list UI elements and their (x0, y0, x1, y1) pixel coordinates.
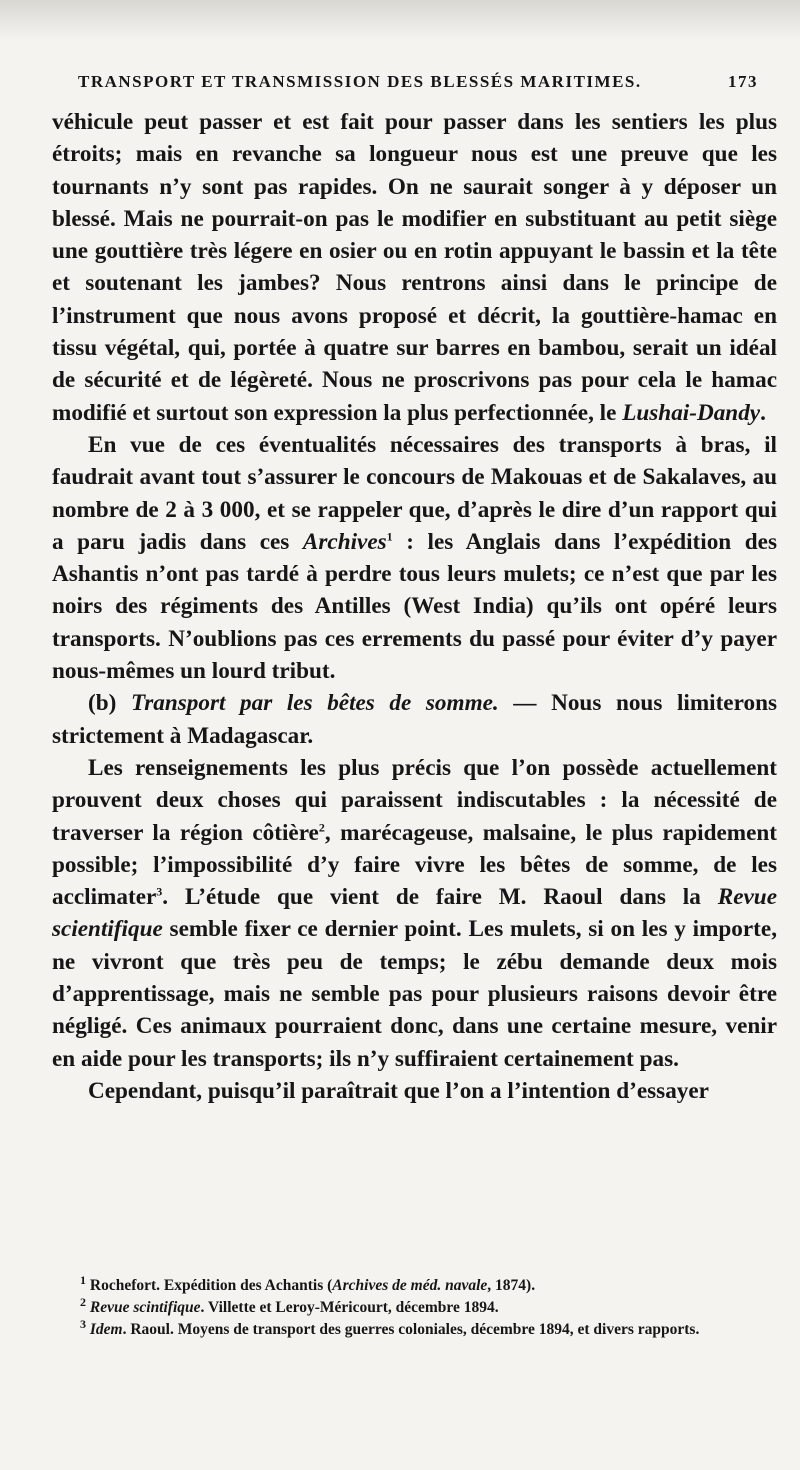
footnote-2 (52, 1294, 777, 1319)
footnote-text: Rochefort. Expédition des Achantis ( (86, 1277, 333, 1294)
paragraph-1-text: véhicule peut passer et est fait pour passer dans les sentiers les plus étroits; mais en revanche sa longueur nous est une preuve que les tournants n’y sont pas rapides. On ne saurait songer à y déposer un blessé. Mais ne pourrait-on pas le modifier en substituant au petit siège une gouttière très légere en osier ou en rotin appuyant le bassin et la tête et soutenant les jambes? Nous rentrons ainsi dans le principe de l’instrument que nous avons proposé et décrit, la gouttière-hamac en tissu végétal, qui, portée à quatre sur barres en bambou, serait un idéal de sécurité et de légèreté. Nous ne proscrivons pas pour cela le hamac modifié et surtout son expression la plus perfectionnée, le (52, 109, 777, 426)
paragraph-2-text-b: : les Anglais dans l’expédition des Ashantis n’ont pas tardé à perdre tous leurs mulets; ce n’est que par les noirs des régiments des Antilles (West India) qu’ils ont opéré leurs transports. N’oublions pas ces errements du passé pour éviter d’y payer nous-mêmes un lourd tribut. (52, 528, 777, 685)
paragraph-4 (52, 752, 777, 1075)
paragraph-3-italic: Transport par les bêtes de somme. (130, 690, 499, 717)
paragraph-2-text-a: En vue de ces éventualités nécessaires des transports à bras, il faudrait avant tout s’assurer le concours de Makouas et de Sakalaves, au nombre de 2 à 3 000, et se rappeler que, d’après le dire d’un rapport qui a paru jadis dans ces (52, 431, 777, 555)
footnote-mark: 1 (80, 1272, 86, 1287)
footnote-ref-3: 3 (156, 884, 163, 899)
footnote-mark: 2 (80, 1294, 86, 1309)
footnote-ref-1: 1 (386, 529, 393, 544)
paragraph-4-text-b: , marécageuse, malsaine, le plus rapidement possible; l’impossibilité d’y faire vivre les bêtes de somme, de les acclimater (52, 819, 778, 911)
footnote-italic: Archives de méd. navale (332, 1277, 488, 1294)
paragraph-3-text-b: — Nous nous limiterons strictement à Madagascar. (52, 690, 777, 749)
footnote-3 (52, 1316, 777, 1341)
paragraph-1-end: . (760, 399, 766, 426)
footnote-mark: 3 (80, 1316, 86, 1331)
footnote-italic: Revue scintifique (89, 1299, 201, 1316)
paragraph-3 (52, 687, 777, 752)
footnote-1 (52, 1272, 777, 1297)
footnotes (52, 1272, 777, 1341)
paragraph-4-text-d: semble fixer ce dernier point. Les mulets, si on les y importe, ne vivront que très peu de temps; le zébu demande deux mois d’apprentissage, mais ne semble pas pour plusieurs raisons devoir être négligé. Ces animaux pourraient donc, dans une certaine mesure, venir en aide pour les transports; ils n’y suffiraient certainement pas. (52, 916, 777, 1072)
body-text (52, 106, 777, 1107)
paragraph-1 (52, 106, 777, 429)
paragraph-4-italic: Revue scientifique (52, 884, 777, 943)
paragraph-3-text-a: (b) (88, 690, 131, 717)
footnote-text: , 1874). (487, 1277, 536, 1294)
running-title: TRANSPORT ET TRANSMISSION DES BLESSÉS MARITIMES. (78, 72, 642, 91)
paragraph-1-italic: Lushai-Dandy (622, 399, 761, 426)
page (40, 0, 778, 1470)
paragraph-4-text-a: Les renseignements les plus précis que l’on possède actuellement prouvent deux choses qui paraissent indiscutables : la nécessité de traverser la région côtière (52, 754, 777, 846)
paragraph-2-italic: Archives (302, 528, 387, 555)
page-number: 173 (728, 72, 758, 91)
paragraph-4-text-c: . L’étude que vient de faire M. Raoul dans la (162, 884, 718, 911)
paragraph-2 (52, 429, 777, 687)
footnote-italic: Idem (89, 1321, 123, 1338)
paragraph-5: Cependant, puisqu’il paraîtrait que l’on a l’intention d’essayer (88, 1077, 709, 1104)
footnote-text: . Villette et Leroy-Méricourt, décembre 1894. (200, 1299, 499, 1316)
footnote-text: . Raoul. Moyens de transport des guerres coloniales, décembre 1894, et divers rapports. (122, 1321, 700, 1338)
footnote-ref-2: 2 (318, 819, 325, 834)
